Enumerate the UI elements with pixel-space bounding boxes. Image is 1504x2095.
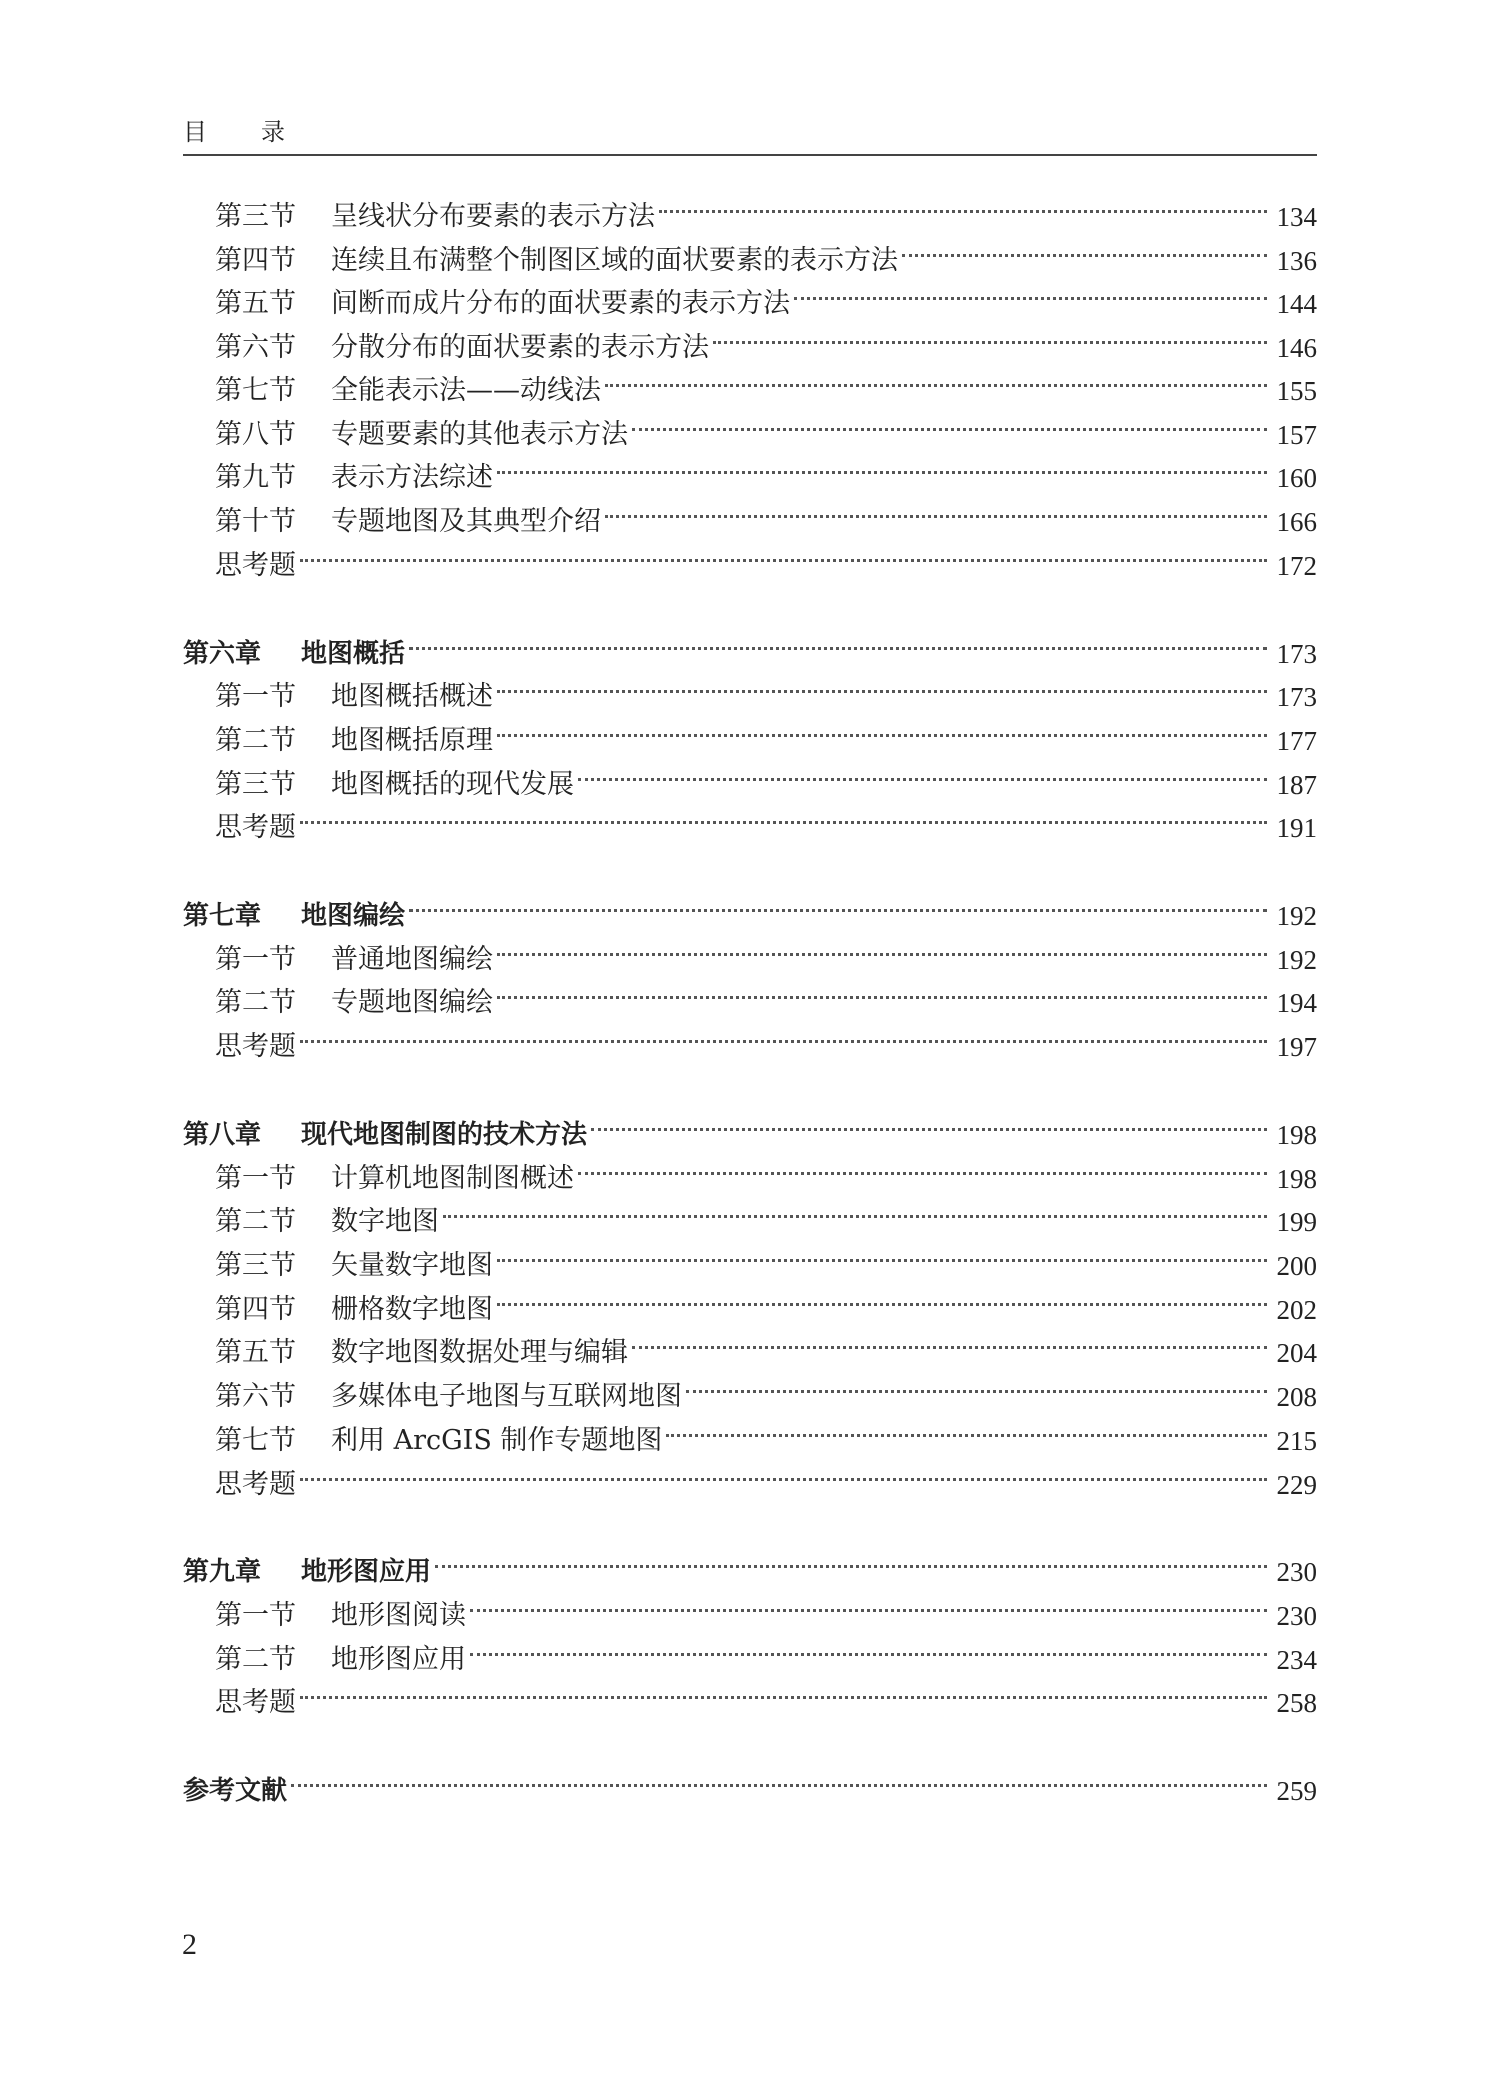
toc-entry-label [215, 1598, 466, 1634]
toc-entry-label [215, 548, 296, 584]
toc-entry-label [215, 504, 601, 540]
toc-section-entry[interactable] [215, 679, 1317, 715]
toc-entry-page: 198 [1276, 1120, 1317, 1150]
toc-entry-title: 地图编绘 [301, 901, 406, 931]
toc-entry-title: 呈线状分布要素的表示方法 [331, 201, 655, 232]
toc-entry-page: 160 [1276, 463, 1317, 493]
toc-entry-title: 分散分布的面状要素的表示方法 [331, 332, 709, 363]
toc-entry-title: 利用 ArcGIS 制作专题地图 [331, 1425, 663, 1456]
toc-section-entry[interactable] [215, 548, 1317, 584]
toc-entry-number: 第三节 [215, 769, 296, 800]
toc-entry-label [215, 1335, 628, 1371]
toc-entry-number: 第六节 [215, 1381, 296, 1412]
toc-entry-number: 第四节 [215, 1294, 296, 1325]
toc-section-entry[interactable] [215, 810, 1317, 846]
toc-chapter-entry[interactable] [183, 1117, 1317, 1153]
toc-section-entry[interactable] [215, 942, 1317, 978]
toc-entry-title: 现代地图制图的技术方法 [301, 1120, 588, 1150]
toc-entry-label [183, 1773, 287, 1809]
toc-entry-page: 229 [1276, 1470, 1317, 1500]
toc-entry-title: 连续且布满整个制图区域的面状要素的表示方法 [331, 245, 898, 276]
toc-entry-number: 第二节 [215, 1206, 296, 1237]
toc-entry-title: 思考题 [215, 550, 296, 581]
toc-entry-label [215, 1029, 296, 1065]
toc-entry-page: 202 [1276, 1295, 1317, 1325]
toc-entry-label [215, 679, 493, 715]
toc-entry-page: 230 [1276, 1601, 1317, 1631]
toc-section-entry[interactable] [215, 1292, 1317, 1328]
toc-entry-label [215, 460, 493, 496]
dot-leader [443, 1215, 1267, 1218]
toc-entry-page: 155 [1276, 376, 1317, 406]
toc-entry-number: 第七节 [215, 1425, 296, 1456]
toc-entry-label [215, 286, 790, 322]
toc-entry-label [183, 1117, 587, 1153]
toc-entry-number: 第一节 [215, 944, 296, 975]
toc-entry-title: 思考题 [215, 1031, 296, 1062]
page-number: 2 [182, 1928, 197, 1961]
dot-leader [497, 471, 1267, 474]
toc-entry-title: 地形图应用 [301, 1557, 432, 1587]
toc-entry-label [215, 373, 601, 409]
dot-leader [300, 821, 1267, 824]
toc-entry-label [215, 1423, 662, 1459]
toc-entry-number: 第二节 [215, 1644, 296, 1675]
toc-entry-page: 234 [1276, 1645, 1317, 1675]
toc-entry-page: 173 [1276, 639, 1317, 669]
toc-entry-number: 第八节 [215, 419, 296, 450]
toc-entry-title: 思考题 [215, 1687, 296, 1718]
dot-leader [591, 1128, 1267, 1131]
toc-entry-title: 思考题 [215, 1469, 296, 1500]
toc-entry-label [215, 1292, 493, 1328]
toc-section-entry[interactable] [215, 1161, 1317, 1197]
toc-entry-page: 134 [1276, 202, 1317, 232]
toc-entry-title: 参考文献 [183, 1776, 288, 1806]
dot-leader [470, 1609, 1267, 1612]
toc-entry-title: 间断而成片分布的面状要素的表示方法 [331, 288, 790, 319]
toc-section-entry[interactable] [215, 1204, 1317, 1240]
toc-section-entry[interactable] [215, 460, 1317, 496]
dot-leader [902, 254, 1267, 257]
toc-entry-number: 第二节 [215, 725, 296, 756]
toc-entry-title: 思考题 [215, 812, 296, 843]
toc-entry-label [215, 1685, 296, 1721]
dot-leader [435, 1565, 1267, 1568]
toc-chapter-entry[interactable] [183, 1554, 1317, 1590]
toc-entry-label [215, 199, 655, 235]
dot-leader [794, 297, 1267, 300]
toc-entry-number: 第六章 [183, 639, 262, 669]
dot-leader [300, 559, 1267, 562]
toc-entry-page: 194 [1276, 988, 1317, 1018]
toc-entry-title: 地图概括概述 [331, 681, 493, 712]
dot-leader [686, 1390, 1267, 1393]
toc-entry-title: 地图概括 [301, 639, 406, 669]
dot-leader [300, 1478, 1267, 1481]
toc-chapter-entry[interactable] [183, 898, 1317, 934]
toc-entry-title: 多媒体电子地图与互联网地图 [331, 1381, 682, 1412]
toc-entry-label [215, 1642, 466, 1678]
toc-entry-title: 普通地图编绘 [331, 944, 493, 975]
toc-entry-label [215, 985, 493, 1021]
dot-leader [497, 953, 1267, 956]
dot-leader [497, 1259, 1267, 1262]
toc-entry-label [215, 942, 493, 978]
dot-leader [409, 647, 1267, 650]
toc-entry-page: 192 [1276, 901, 1317, 931]
dot-leader [578, 778, 1267, 781]
toc-entry-title: 专题地图及其典型介绍 [331, 506, 601, 537]
dot-leader [497, 1303, 1267, 1306]
dot-leader [632, 1346, 1267, 1349]
toc-entry-title: 地形图阅读 [331, 1600, 466, 1631]
toc-entry-number: 第一节 [215, 1600, 296, 1631]
toc-chapter-entry[interactable] [183, 636, 1317, 672]
header-rule [183, 154, 1317, 156]
toc-entry-label [215, 767, 574, 803]
dot-leader [659, 210, 1267, 213]
toc-section-entry[interactable] [215, 417, 1317, 453]
toc-entry-page: 258 [1276, 1688, 1317, 1718]
toc-section-entry[interactable] [215, 1598, 1317, 1634]
toc-entry-page: 166 [1276, 507, 1317, 537]
toc-entry-page: 197 [1276, 1032, 1317, 1062]
toc-entry-title: 矢量数字地图 [331, 1250, 493, 1281]
toc-section-entry[interactable] [215, 286, 1317, 322]
dot-leader [497, 996, 1267, 999]
dot-leader [470, 1653, 1267, 1656]
toc-entry-title: 计算机地图制图概述 [331, 1163, 574, 1194]
dot-leader [713, 341, 1267, 344]
toc-section-entry[interactable] [215, 1642, 1317, 1678]
toc-entry-number: 第五节 [215, 288, 296, 319]
toc-entry-page: 198 [1276, 1164, 1317, 1194]
toc-entry-number: 第一节 [215, 1163, 296, 1194]
toc-entry-title: 全能表示法——动线法 [331, 375, 601, 406]
toc-section-entry[interactable] [215, 1685, 1317, 1721]
dot-leader [497, 690, 1267, 693]
toc-entry-page: 173 [1276, 682, 1317, 712]
toc-entry-number: 第五节 [215, 1337, 296, 1368]
toc-entry-label [215, 243, 898, 279]
toc-section-entry[interactable] [215, 504, 1317, 540]
toc-entry-page: 146 [1276, 333, 1317, 363]
toc-entry-number: 第四节 [215, 245, 296, 276]
toc-entry-page: 215 [1276, 1426, 1317, 1456]
toc-entry-number: 第八章 [183, 1120, 262, 1150]
toc-section-entry[interactable] [215, 1467, 1317, 1503]
toc-entry-number: 第九节 [215, 462, 296, 493]
header-title-char-2: 录 [261, 118, 285, 146]
toc-entry-label [215, 330, 709, 366]
toc-section-entry[interactable] [215, 199, 1317, 235]
dot-leader [497, 734, 1267, 737]
dot-leader [291, 1784, 1267, 1787]
toc-entry-page: 200 [1276, 1251, 1317, 1281]
toc-entry-label [215, 417, 628, 453]
toc-entry-number: 第十节 [215, 506, 296, 537]
toc-entry-number: 第三节 [215, 201, 296, 232]
toc-entry-number: 第三节 [215, 1250, 296, 1281]
toc-entry-label [215, 723, 493, 759]
toc-entry-label [215, 1161, 574, 1197]
toc-entry-label [215, 1467, 296, 1503]
toc-entry-number: 第六节 [215, 332, 296, 363]
dot-leader [300, 1040, 1267, 1043]
toc-entry-label [183, 898, 405, 934]
toc-entry-title: 地图概括的现代发展 [331, 769, 574, 800]
toc-entry-page: 192 [1276, 945, 1317, 975]
toc-entry-title: 数字地图数据处理与编辑 [331, 1337, 628, 1368]
toc-entry-title: 数字地图 [331, 1206, 439, 1237]
toc-entry-number: 第一节 [215, 681, 296, 712]
toc-section-entry[interactable] [215, 373, 1317, 409]
toc-entry-title: 地形图应用 [331, 1644, 466, 1675]
toc-section-entry[interactable] [215, 767, 1317, 803]
toc-section-entry[interactable] [215, 1423, 1317, 1459]
toc-entry-number: 第二节 [215, 987, 296, 1018]
toc-entry-page: 191 [1276, 813, 1317, 843]
dot-leader [300, 1696, 1267, 1699]
dot-leader [605, 384, 1267, 387]
toc-entry-page: 204 [1276, 1338, 1317, 1368]
toc-entry-label [215, 1204, 439, 1240]
toc-entry-page: 144 [1276, 289, 1317, 319]
toc-section-entry[interactable] [215, 243, 1317, 279]
header-title-char-1: 目 [183, 118, 207, 146]
toc-section-entry[interactable] [215, 1379, 1317, 1415]
toc-entry-title: 表示方法综述 [331, 462, 493, 493]
toc-entry-label [215, 810, 296, 846]
toc-chapter-entry[interactable] [183, 1773, 1317, 1809]
toc-entry-page: 136 [1276, 246, 1317, 276]
toc-section-entry[interactable] [215, 723, 1317, 759]
toc-entry-number: 第七章 [183, 901, 262, 931]
toc-entry-page: 157 [1276, 420, 1317, 450]
toc-section-entry[interactable] [215, 1248, 1317, 1284]
toc-entry-title: 地图概括原理 [331, 725, 493, 756]
toc-entry-page: 177 [1276, 726, 1317, 756]
toc-entry-page: 208 [1276, 1382, 1317, 1412]
dot-leader [632, 428, 1267, 431]
toc-section-entry[interactable] [215, 1335, 1317, 1371]
dot-leader [605, 515, 1267, 518]
toc-entry-page: 187 [1276, 770, 1317, 800]
toc-entry-page: 172 [1276, 551, 1317, 581]
toc-entry-label [183, 1554, 431, 1590]
toc-entry-title: 栅格数字地图 [331, 1294, 493, 1325]
toc-entry-page: 259 [1276, 1776, 1317, 1806]
toc-entry-number: 第九章 [183, 1557, 262, 1587]
toc-entry-label [215, 1379, 682, 1415]
toc-entry-label [215, 1248, 493, 1284]
toc-entry-page: 230 [1276, 1557, 1317, 1587]
toc-entry-title: 专题要素的其他表示方法 [331, 419, 628, 450]
toc-entry-label [183, 636, 405, 672]
dot-leader [409, 909, 1267, 912]
toc-entry-number: 第七节 [215, 375, 296, 406]
toc-section-entry[interactable] [215, 985, 1317, 1021]
toc-entry-page: 199 [1276, 1207, 1317, 1237]
toc-section-entry[interactable] [215, 330, 1317, 366]
toc-section-entry[interactable] [215, 1029, 1317, 1065]
dot-leader [666, 1434, 1267, 1437]
dot-leader [578, 1172, 1267, 1175]
toc-entry-title: 专题地图编绘 [331, 987, 493, 1018]
